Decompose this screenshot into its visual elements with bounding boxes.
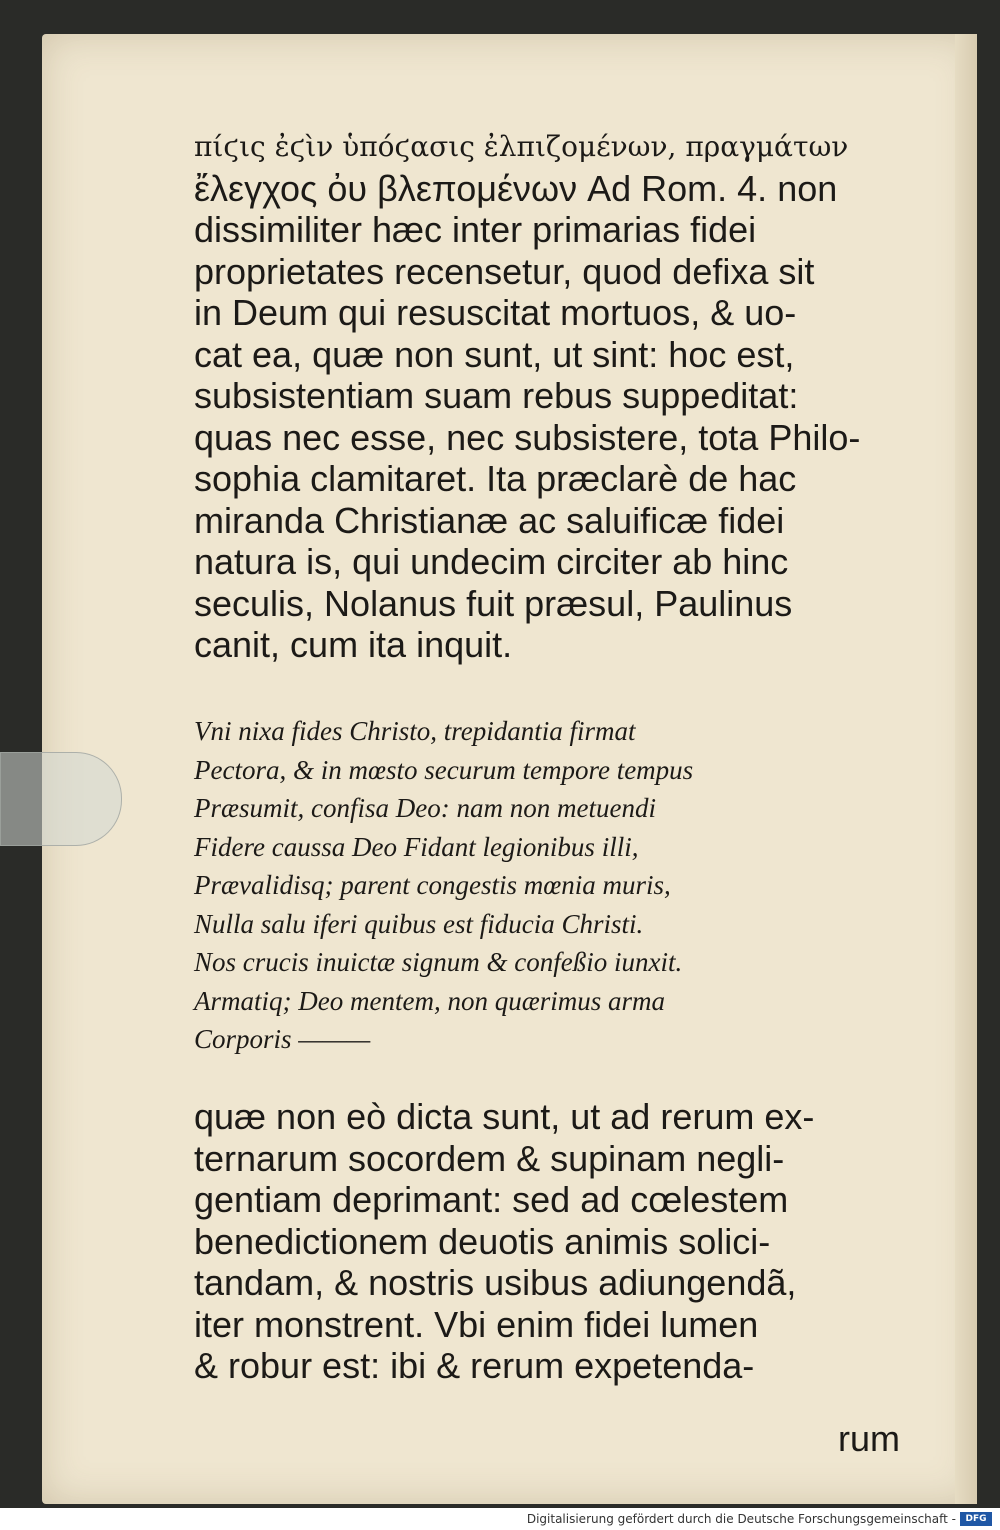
text-line: πίϛις ἐϛὶν ὑπόϛασις ἐλπιζομένων, πραγμάτων bbox=[194, 130, 849, 163]
text-line: quæ non eò dicta sunt, ut ad rerum ex- bbox=[194, 1096, 815, 1137]
dfg-logo-icon: DFG bbox=[960, 1512, 992, 1526]
text-line: quas nec esse, nec subsistere, tota Philo- bbox=[194, 416, 861, 458]
catchword: rum bbox=[838, 1418, 900, 1459]
text-line: canit, cum ita inquit. bbox=[194, 624, 513, 665]
prose-bottom bbox=[194, 1096, 934, 1387]
text-line: proprietates recensetur, quod defixa sit bbox=[194, 250, 815, 292]
text-line: & robur est: ibi & rerum expetenda- bbox=[194, 1345, 755, 1386]
text-line: natura is, qui undecim circiter ab hinc bbox=[194, 541, 789, 582]
text-line: tandam, & nostris usibus adiungendã, bbox=[194, 1262, 797, 1303]
text-line: in Deum qui resuscitat mortuos, & uo- bbox=[194, 292, 797, 333]
verse-line: Corporis ——— bbox=[194, 1024, 371, 1054]
text-line: ternarum socordem & supinam negli- bbox=[194, 1137, 785, 1179]
footer-credit: Digitalisierung gefördert durch die Deutsche Forschungsgemeinschaft - bbox=[526, 1512, 956, 1526]
verse-line: Prævalidisq; parent congestis mœnia muris, bbox=[194, 870, 671, 900]
page-edge bbox=[955, 34, 977, 1504]
text-line: ἔλεγχος ὀυ βλεπομένων Ad Rom. 4. non bbox=[194, 167, 838, 209]
text-line: dissimiliter hæc inter primarias fidei bbox=[194, 209, 757, 250]
text-line: iter monstrent. Vbi enim fidei lumen bbox=[194, 1303, 759, 1345]
text-line: gentiam deprimant: sed ad cœlestem bbox=[194, 1179, 789, 1220]
text-line: sophia clamitaret. Ita præclarè de hac bbox=[194, 458, 797, 499]
verse-line: Fidere caussa Deo Fidant legionibus illi, bbox=[194, 831, 639, 862]
verse-line: Armatiq; Deo mentem, non quærimus arma bbox=[194, 985, 665, 1016]
prose-top bbox=[194, 126, 934, 666]
verse-block bbox=[194, 712, 934, 1059]
verse-line: Præsumit, confisa Deo: nam non metuendi bbox=[194, 793, 656, 823]
verse-line: Nos crucis inuictæ signum & confeßio iunxit. bbox=[194, 947, 683, 977]
text-line: miranda Christianæ ac saluificæ fidei bbox=[194, 499, 785, 541]
text-line: benedictionem deuotis animis solici- bbox=[194, 1220, 771, 1262]
text-line: subsistentiam suam rebus suppeditat: bbox=[194, 375, 799, 416]
footer-bar bbox=[0, 1508, 1000, 1530]
verse-line: Pectora, & in mœsto securum tempore tempus bbox=[194, 754, 694, 785]
text-line: seculis, Nolanus fuit præsul, Paulinus bbox=[194, 582, 793, 624]
text-line: cat ea, quæ non sunt, ut sint: hoc est, bbox=[194, 333, 795, 375]
verse-line: Nulla salu iferi quibus est fiducia Christi. bbox=[194, 908, 644, 939]
verse-line: Vni nixa fides Christo, trepidantia firmat bbox=[194, 716, 636, 746]
page-clip bbox=[0, 752, 122, 846]
